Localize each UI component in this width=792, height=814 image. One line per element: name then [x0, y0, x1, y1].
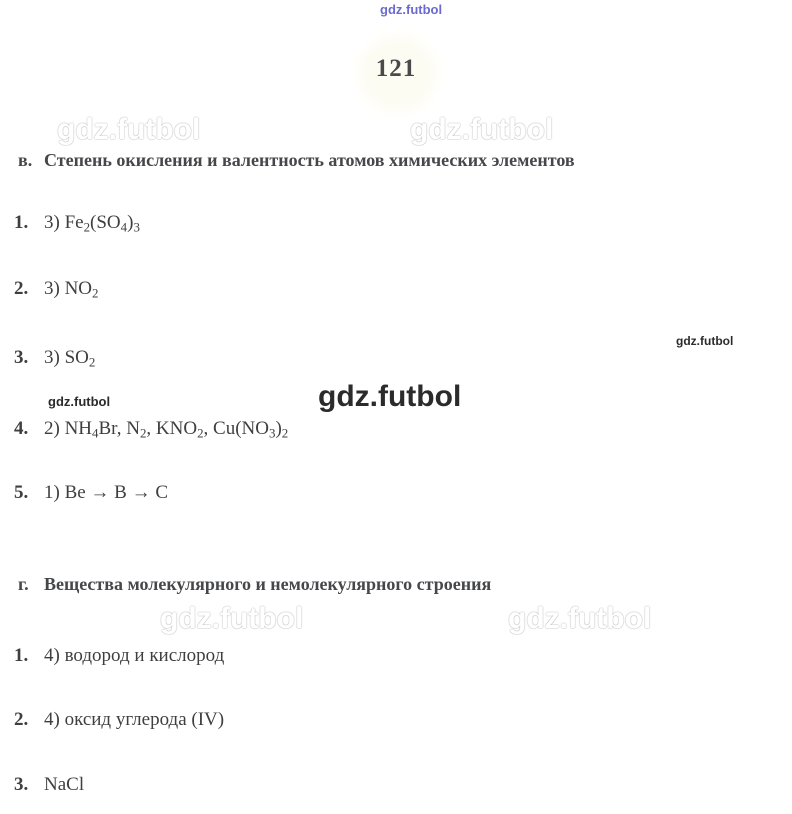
answer-row: [14, 709, 784, 731]
answer-number: 2.: [14, 278, 29, 299]
answer-number: 3.: [14, 774, 29, 795]
watermark: gdz.futbol: [410, 113, 554, 146]
answer-number: 1.: [14, 212, 29, 233]
answer-number: 5.: [14, 482, 29, 503]
section-title-g: Вещества молекулярного и немолекулярного строения: [44, 574, 492, 594]
answer-row: [14, 774, 784, 796]
answer-text: 1) Be → B → C: [44, 482, 169, 503]
section-marker-g: г.: [18, 574, 29, 594]
watermark: gdz.futbol: [48, 394, 111, 409]
answer-row: [14, 278, 784, 302]
section-marker-v: в.: [18, 150, 33, 170]
answer-text: 4) оксид углерода (IV): [44, 709, 225, 730]
answer-number: 1.: [14, 645, 29, 666]
answer-text: 3) $NO_2$: [44, 278, 99, 301]
answer-number: 3.: [14, 347, 29, 368]
answer-row: [14, 418, 784, 442]
section-heading-g: [18, 574, 788, 595]
watermark: gdz.futbol: [57, 113, 201, 146]
answer-text: 3) $SO_2$: [44, 347, 96, 370]
section-heading-v: [18, 150, 788, 171]
answer-text: 3) $Fe_2(SO_4)_3$: [44, 212, 140, 235]
watermark: gdz.futbol: [380, 2, 443, 17]
watermark: gdz.futbol: [160, 602, 304, 635]
answer-number: 4.: [14, 418, 29, 439]
answer-number: 2.: [14, 709, 29, 730]
section-title-v: Степень окисления и валентность атомов химических элементов: [44, 150, 575, 170]
answer-row: [14, 347, 784, 371]
watermark: gdz.futbol: [676, 334, 734, 348]
watermark: gdz.futbol: [318, 380, 462, 413]
answer-text: 2) $NH_4Br$, $N_2$, $KNO_2$, $Cu(NO_3)_2$: [44, 418, 289, 441]
page-number: 121: [375, 55, 417, 82]
answer-row: [14, 212, 784, 236]
watermark: gdz.futbol: [508, 602, 652, 635]
answer-text: 4) водород и кислород: [44, 645, 225, 666]
answer-row: [14, 645, 784, 667]
answer-text: NaCl: [44, 774, 85, 795]
answer-row: [14, 482, 784, 504]
